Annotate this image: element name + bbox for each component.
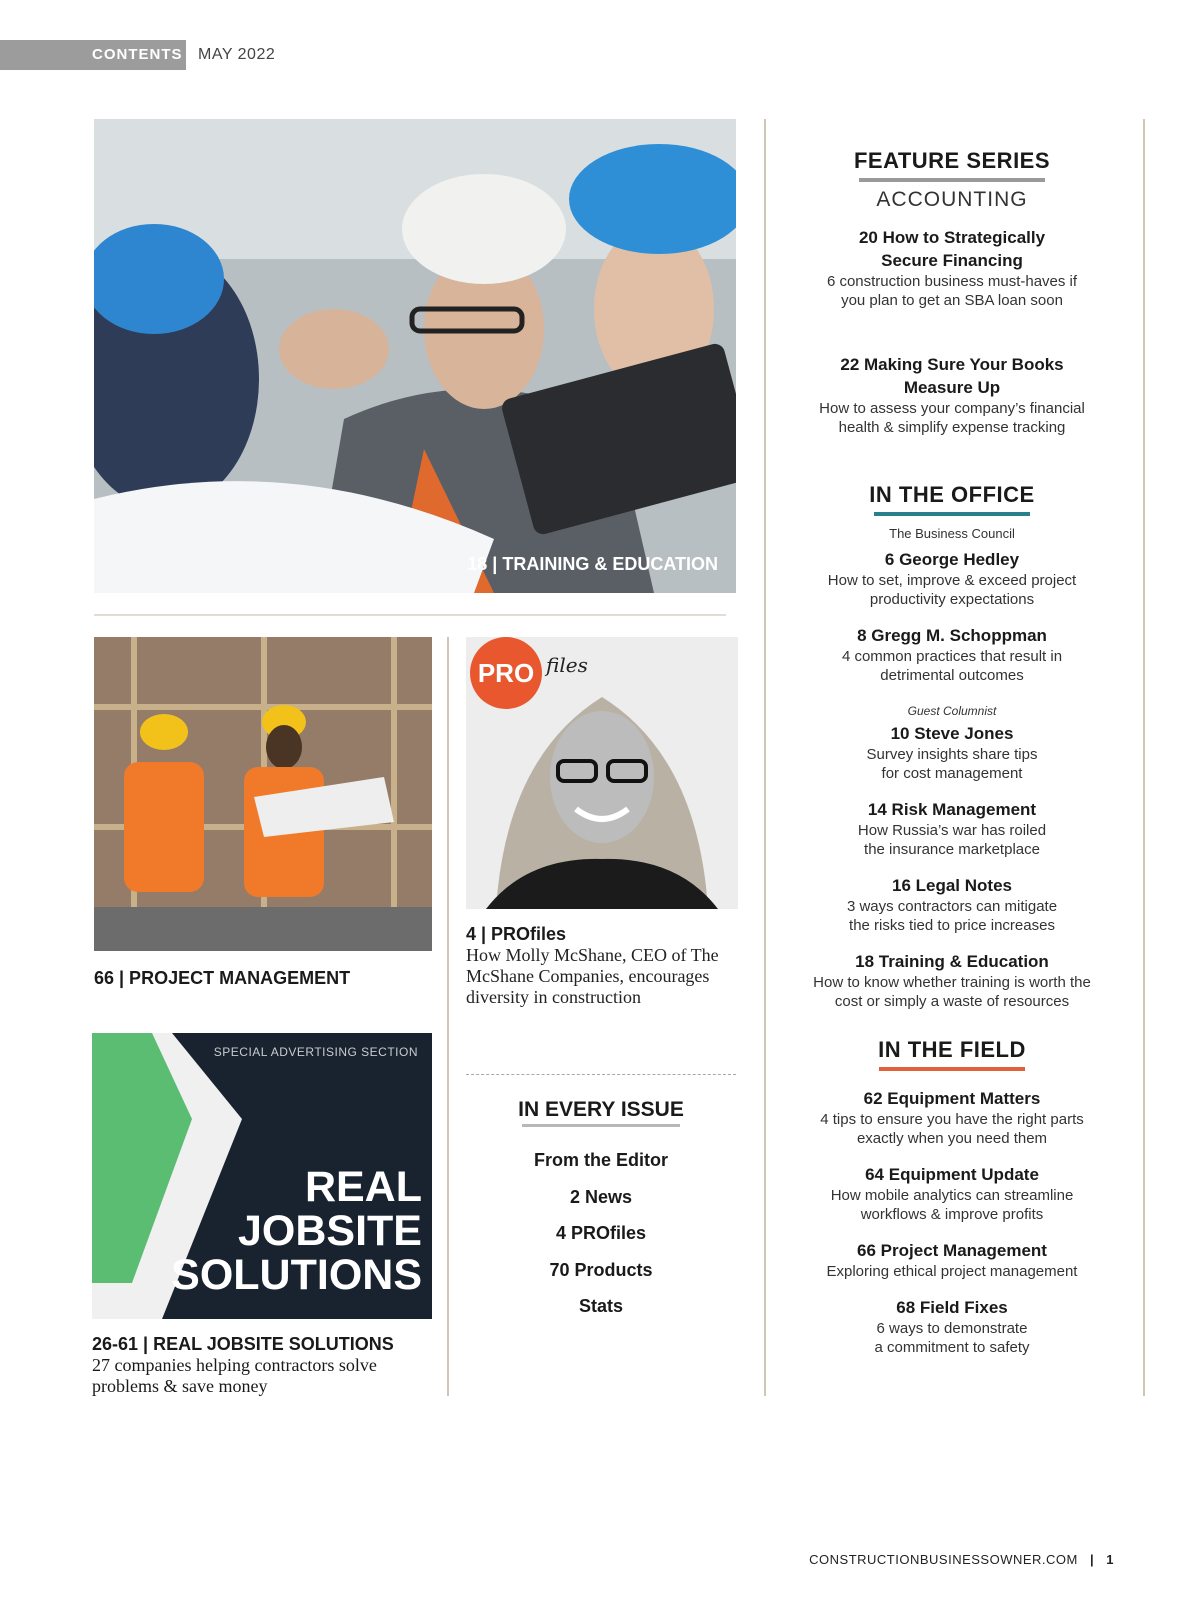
profiles-body: How Molly McShane, CEO of The McShane Companies, encourages diversity in construction <box>466 945 719 1007</box>
office-article-2-title: 8 Gregg M. Schoppman <box>857 626 1047 645</box>
in-every-issue-title: IN EVERY ISSUE <box>518 1098 684 1121</box>
feature-article-1-desc: 6 construction business must-haves if <box>826 273 1078 290</box>
in-the-office-rule <box>874 512 1030 516</box>
feature-series-subtitle: ACCOUNTING <box>876 188 1028 211</box>
issue-item-editor[interactable]: From the Editor <box>534 1150 668 1170</box>
ad-title-line-2: JOBSITE <box>238 1207 422 1255</box>
office-article-4[interactable] <box>796 798 1108 859</box>
in-the-field-rule <box>879 1067 1025 1071</box>
profiles-caption <box>466 924 734 1008</box>
workers-photo-illustration <box>94 119 736 593</box>
issue-date: MAY 2022 <box>198 46 276 63</box>
feature-article-2-title-2: Measure Up <box>903 378 1001 397</box>
office-article-5-title: 16 Legal Notes <box>892 876 1012 895</box>
office-article-4-title: 14 Risk Management <box>867 800 1037 819</box>
issue-item-stats[interactable]: Stats <box>578 1296 623 1316</box>
feature-article-1-title-2: Secure Financing <box>881 251 1023 270</box>
advertising-label: SPECIAL ADVERTISING SECTION <box>213 1045 418 1059</box>
field-article-2-desc: How mobile analytics can streamline <box>830 1187 1074 1204</box>
profiles-heading: 4 | PROfiles <box>466 924 567 944</box>
in-every-issue-rule <box>522 1124 680 1127</box>
business-council-label: The Business Council <box>889 526 1015 541</box>
issue-item-profiles[interactable]: 4 PROfiles <box>555 1223 647 1243</box>
guest-columnist-label-wrap <box>796 704 1108 718</box>
footer <box>809 1552 1114 1567</box>
feature-article-2-title: 22 Making Sure Your Books <box>840 355 1064 374</box>
in-every-issue-list <box>466 1142 736 1325</box>
office-article-6-desc: How to know whether training is worth the <box>813 974 1091 991</box>
page-number: 1 <box>1106 1552 1114 1567</box>
field-article-1-desc-2: exactly when you need them <box>856 1130 1048 1147</box>
office-article-4-desc: How Russia’s war has roiled <box>857 822 1047 839</box>
feature-article-2[interactable] <box>796 353 1108 437</box>
advertising-title <box>171 1165 422 1297</box>
issue-item-news[interactable]: 2 News <box>569 1186 633 1207</box>
office-article-1-desc-2: productivity expectations <box>869 591 1035 608</box>
hero-photo <box>94 119 736 593</box>
field-article-2-desc-2: workflows & improve profits <box>860 1206 1044 1223</box>
horizontal-divider <box>94 614 726 616</box>
column-divider-middle <box>764 119 766 1396</box>
in-the-office-section <box>796 482 1108 541</box>
dotted-divider <box>466 1074 736 1075</box>
ad-title-line-3: SOLUTIONS <box>171 1251 422 1299</box>
hero-caption: 18 | TRAINING & EDUCATION <box>467 554 718 574</box>
in-the-field-section <box>796 1037 1108 1071</box>
footer-site[interactable]: CONSTRUCTIONBUSINESSOWNER.COM <box>809 1552 1078 1567</box>
field-article-3-title: 66 Project Management <box>857 1241 1047 1260</box>
field-article-4-desc-2: a commitment to safety <box>874 1339 1030 1356</box>
feature-article-1-title: 20 How to Strategically <box>858 228 1046 247</box>
project-management-caption: 66 | PROJECT MANAGEMENT <box>94 968 351 988</box>
profiles-photo <box>466 637 738 909</box>
office-article-6-title: 18 Training & Education <box>855 952 1049 971</box>
field-article-4-title: 68 Field Fixes <box>896 1298 1008 1317</box>
project-management-photo <box>94 637 432 951</box>
office-article-2-desc-2: detrimental outcomes <box>880 667 1024 684</box>
ad-title-line-1: REAL <box>304 1163 422 1211</box>
in-the-field-title: IN THE FIELD <box>878 1037 1026 1062</box>
field-article-2[interactable] <box>796 1163 1108 1224</box>
feature-series-rule <box>859 178 1045 182</box>
office-article-5-desc: 3 ways contractors can mitigate <box>846 898 1058 915</box>
field-article-1-desc: 4 tips to ensure you have the right parts <box>820 1111 1084 1128</box>
office-article-1-title: 6 George Hedley <box>884 550 1020 569</box>
in-the-office-title: IN THE OFFICE <box>869 482 1035 507</box>
office-article-3-title: 10 Steve Jones <box>890 724 1014 743</box>
feature-series-section <box>796 148 1108 212</box>
office-article-3-desc-2: for cost management <box>881 765 1023 782</box>
office-article-1[interactable] <box>796 548 1108 609</box>
advertising-box <box>92 1033 432 1319</box>
feature-article-1[interactable] <box>796 226 1108 310</box>
advertising-caption <box>92 1334 432 1397</box>
field-article-2-title: 64 Equipment Update <box>865 1165 1039 1184</box>
feature-article-1-desc-2: you plan to get an SBA loan soon <box>841 292 1063 309</box>
footer-separator: | <box>1090 1552 1095 1567</box>
advertising-caption-body: 27 companies helping contractors solve problems & save money <box>92 1355 377 1396</box>
office-article-1-desc: How to set, improve & exceed project <box>827 572 1077 589</box>
office-article-2[interactable] <box>796 624 1108 685</box>
field-article-1-title: 62 Equipment Matters <box>863 1089 1041 1108</box>
office-article-4-desc-2: the insurance marketplace <box>864 841 1040 858</box>
office-article-6[interactable] <box>796 950 1108 1011</box>
column-divider-left <box>447 637 449 1396</box>
field-article-4-desc: 6 ways to demonstrate <box>876 1320 1028 1337</box>
pro-badge: PRO <box>470 637 542 709</box>
issue-item-products[interactable]: 70 Products <box>549 1259 653 1280</box>
scaffold-workers-illustration <box>94 637 432 951</box>
feature-article-2-desc: How to assess your company’s financial <box>819 400 1085 417</box>
office-article-3-desc: Survey insights share tips <box>866 746 1038 763</box>
office-article-3[interactable] <box>796 722 1108 783</box>
feature-series-title: FEATURE SERIES <box>853 148 1051 173</box>
section-label: CONTENTS <box>92 46 183 63</box>
feature-article-2-desc-2: health & simplify expense tracking <box>838 419 1066 436</box>
advertising-caption-heading: 26-61 | REAL JOBSITE SOLUTIONS <box>92 1334 394 1354</box>
field-article-4[interactable] <box>796 1296 1108 1357</box>
office-article-6-desc-2: cost or simply a waste of resources <box>834 993 1070 1010</box>
office-article-5-desc-2: the risks tied to price increases <box>849 917 1055 934</box>
field-article-1[interactable] <box>796 1087 1108 1148</box>
column-divider-right <box>1143 119 1145 1396</box>
pro-badge-suffix: files <box>546 653 588 677</box>
guest-columnist-label: Guest Columnist <box>907 704 997 718</box>
field-article-3-desc: Exploring ethical project management <box>826 1263 1078 1280</box>
office-article-5[interactable] <box>796 874 1108 935</box>
field-article-3[interactable] <box>796 1239 1108 1281</box>
office-article-2-desc: 4 common practices that result in <box>841 648 1063 665</box>
